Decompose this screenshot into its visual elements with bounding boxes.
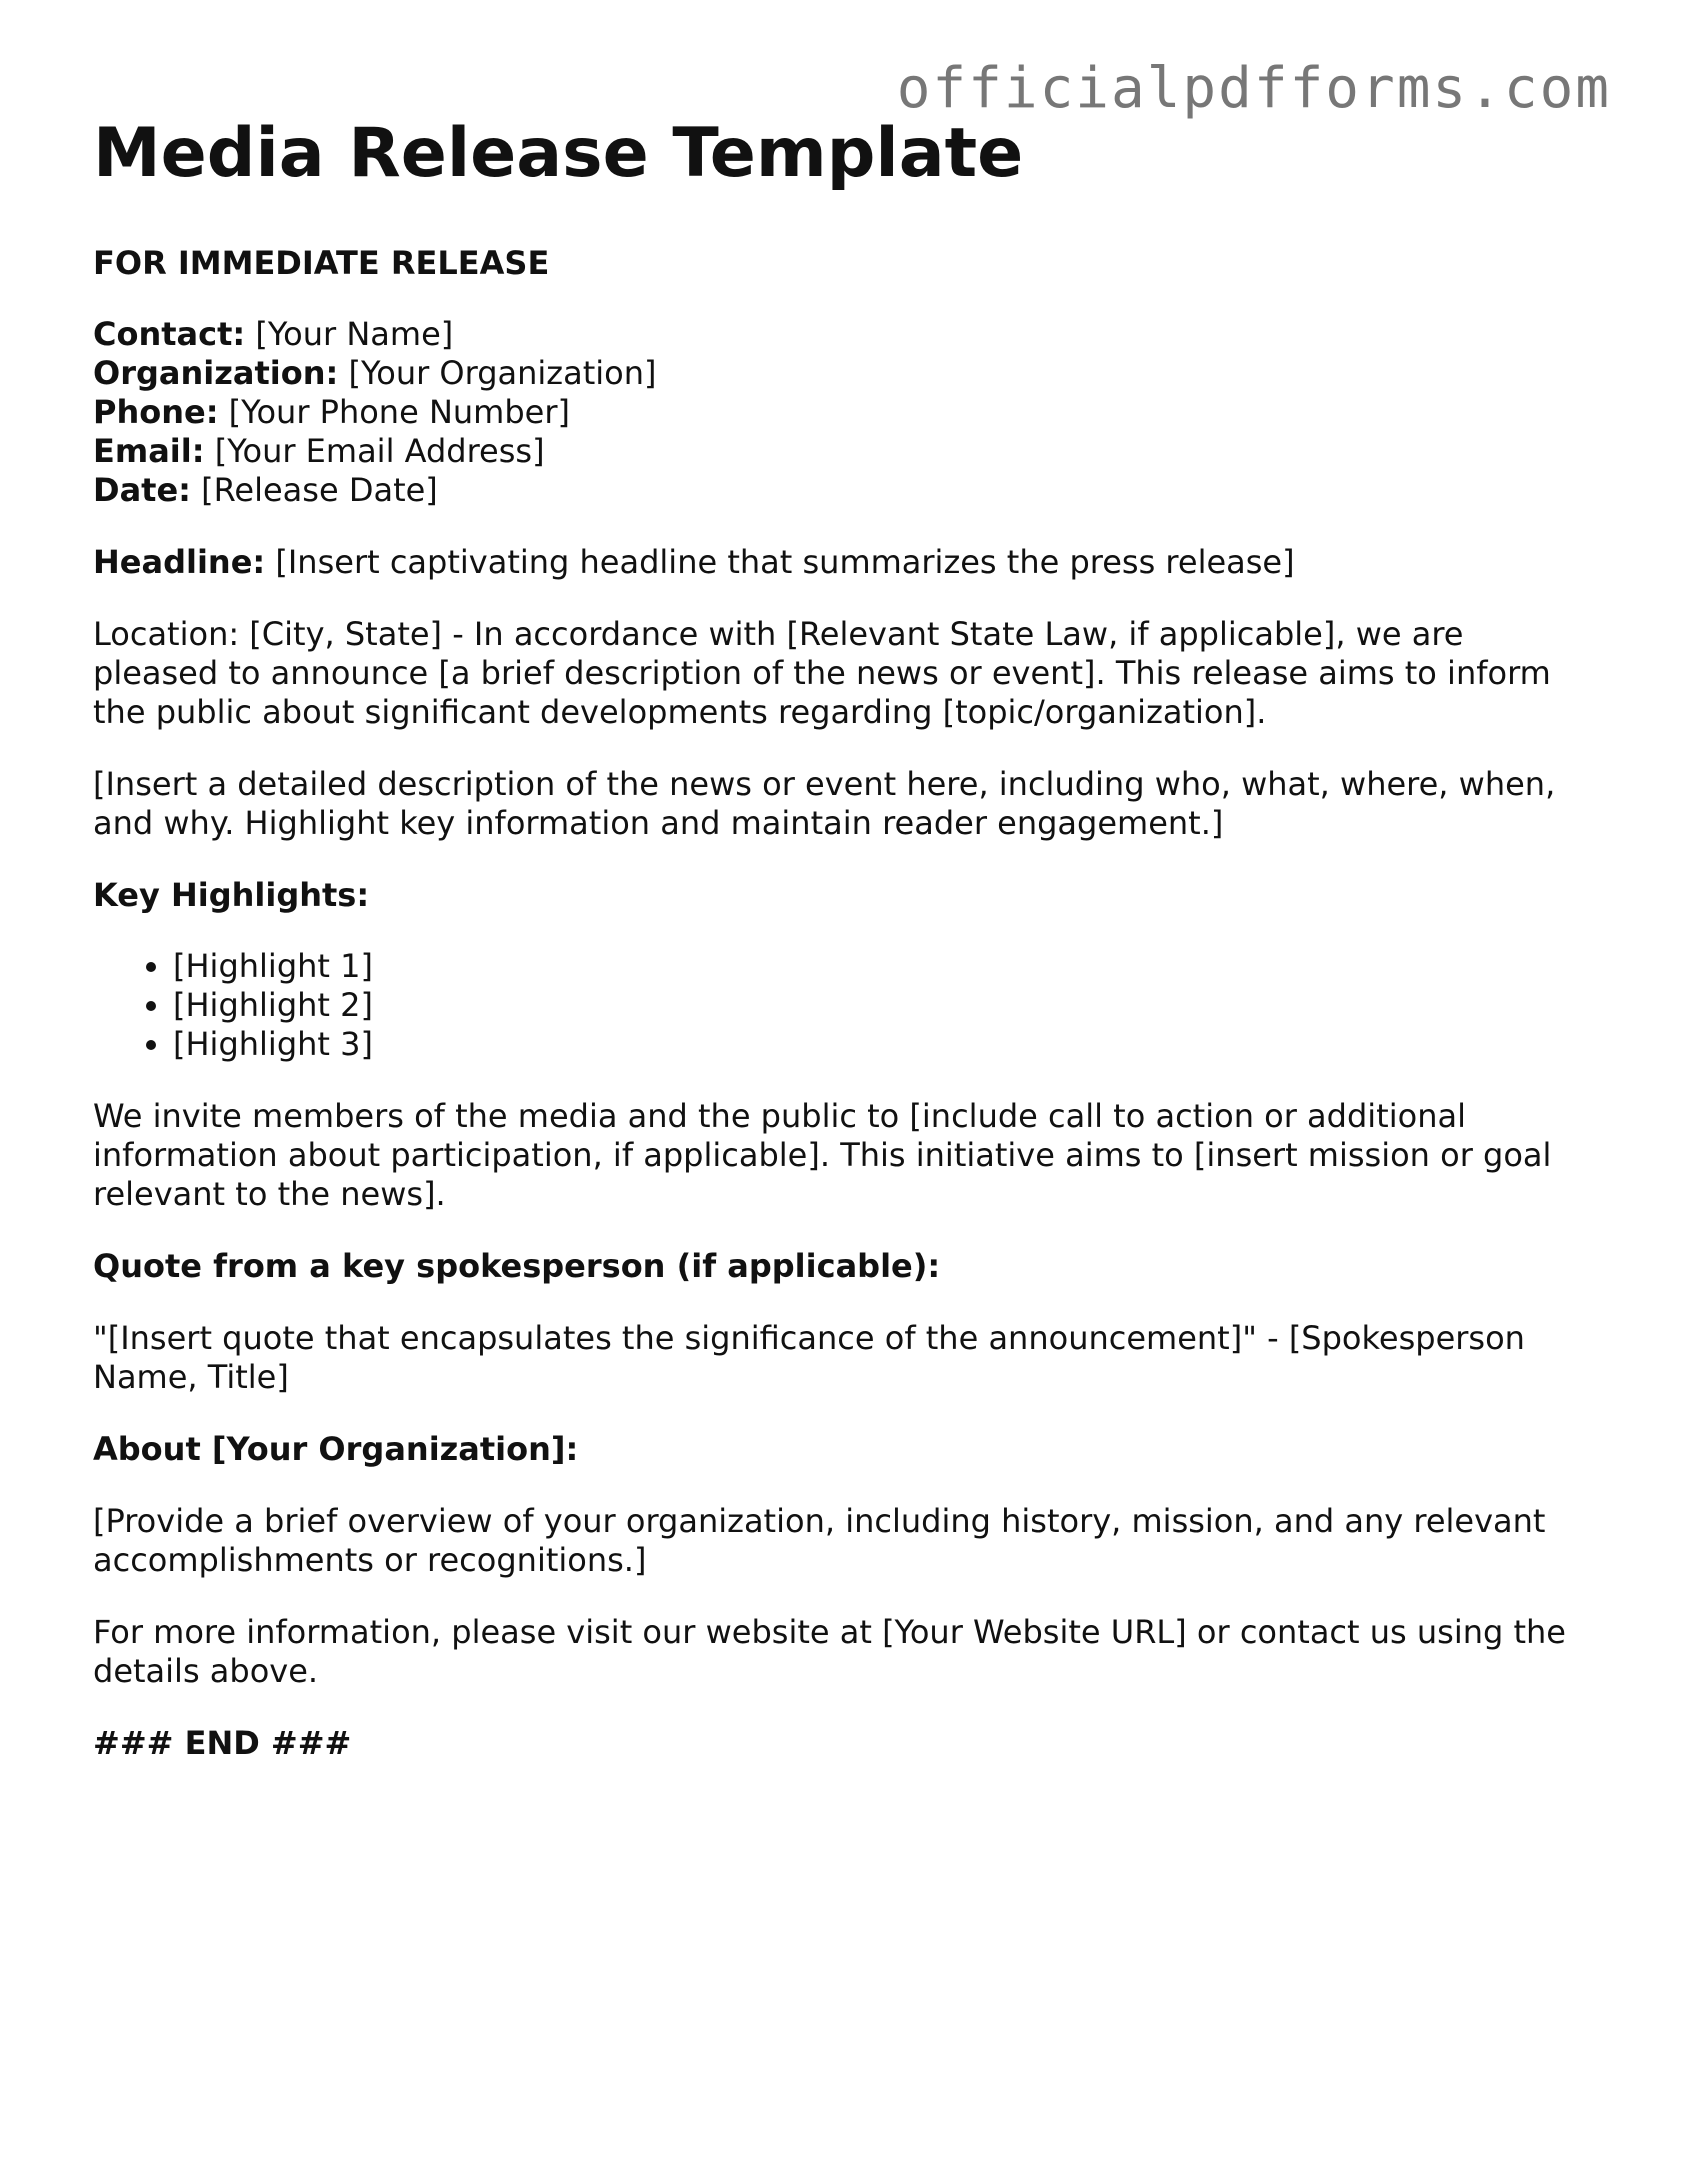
highlights-heading-text: Key Highlights:	[93, 876, 370, 914]
highlights-heading	[93, 876, 1593, 915]
date-line	[93, 471, 1593, 510]
organization-label: Organization:	[93, 354, 339, 392]
date-label: Date:	[93, 471, 191, 509]
description-paragraph: [Insert a detailed description of the news or event here, including who, what, where, when, and why. Highlight key information and maintain reader engagement.]	[93, 765, 1556, 842]
about-heading-text: About [Your Organization]:	[93, 1430, 579, 1468]
phone-value: [Your Phone Number]	[218, 393, 570, 431]
headline-line	[93, 543, 1593, 582]
end-line-text: ### END ###	[93, 1724, 352, 1762]
list-item: • [Highlight 1]	[173, 947, 1593, 986]
quote-text: "[Insert quote that encapsulates the significance of the announcement]" - [Spokesperson Name, Title]	[93, 1319, 1525, 1396]
quote-heading-text: Quote from a key spokesperson (if applicable):	[93, 1247, 941, 1285]
headline-label: Headline:	[93, 543, 266, 581]
phone-label: Phone:	[93, 393, 219, 431]
end-line	[93, 1724, 1593, 1763]
email-label: Email:	[93, 432, 205, 470]
organization-value: [Your Organization]	[338, 354, 657, 392]
page-title: Media Release Template	[93, 114, 1024, 193]
watermark: officialpdfforms.com	[896, 56, 1611, 121]
phone-line	[93, 393, 1593, 432]
location-paragraph: Location: [City, State] - In accordance with [Relevant State Law, if applicable], we are pleased to announce [a brief description of the news or event]. This release aims to inform the public about significant developments regarding [topic/organization].	[93, 615, 1551, 731]
more-info-paragraph: For more information, please visit our website at [Your Website URL] or contact us using the details above.	[93, 1613, 1566, 1690]
contact-line	[93, 315, 1593, 354]
about-text: [Provide a brief overview of your organization, including history, mission, and any relevant accomplishments or recognitions.]	[93, 1502, 1546, 1579]
headline-value: [Insert captivating headline that summarizes the press release]	[265, 543, 1295, 581]
date-value: [Release Date]	[190, 471, 438, 509]
release-line: FOR IMMEDIATE RELEASE	[93, 244, 550, 282]
list-item: • [Highlight 3]	[173, 1025, 1593, 1064]
email-value: [Your Email Address]	[204, 432, 545, 470]
document-body	[93, 112, 1593, 1763]
highlights-list	[93, 947, 1593, 1064]
list-item: • [Highlight 2]	[173, 986, 1593, 1025]
contact-value: [Your Name]	[245, 315, 454, 353]
invite-paragraph: We invite members of the media and the public to [include call to action or additional information about participation, if applicable]. This initiative aims to [insert mission or goal relevant to the news].	[93, 1097, 1552, 1213]
organization-line	[93, 354, 1593, 393]
contact-block	[93, 315, 1593, 510]
email-line	[93, 432, 1593, 471]
contact-label: Contact:	[93, 315, 246, 353]
quote-heading	[93, 1247, 1593, 1286]
about-heading	[93, 1430, 1593, 1469]
